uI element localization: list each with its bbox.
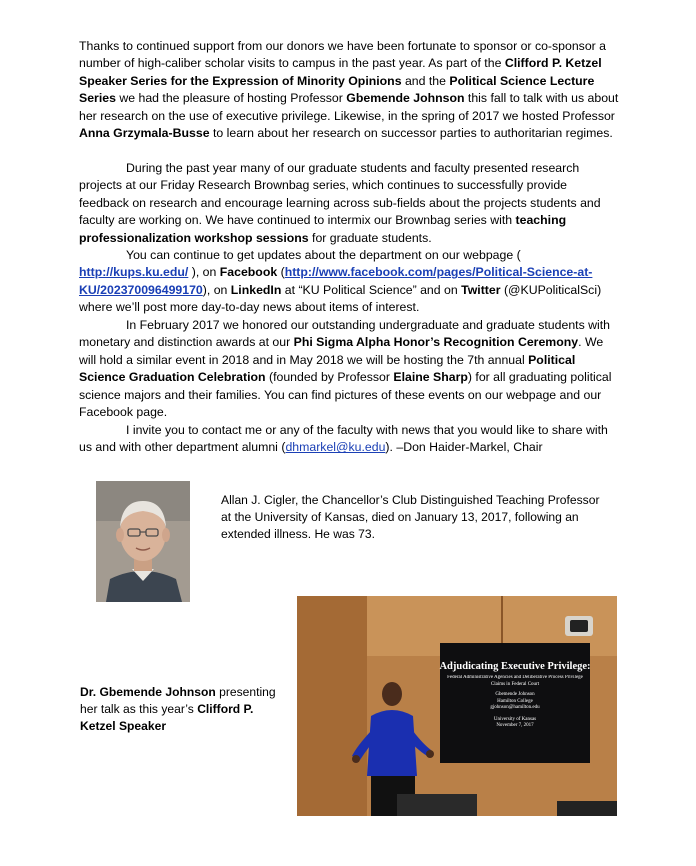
slide-college: Hamilton College [497,698,533,704]
contact-paragraph: I invite you to contact me or any of the faculty with news that you would like to share with us and with other department alumni (dhmarkel@ku.edu). –Don Haider-Markel, Chair [79,423,608,455]
slide-email: gjohnson@hamilton.edu [490,705,540,710]
email-link[interactable]: dhmarkel@ku.edu [285,440,386,455]
awards-paragraph: In February 2017 we honored our outstanding undergraduate and graduate students with monetary and distinction awards at our Phi Sigma Alpha Honor’s Recognition Ceremony. We will hold a similar event in 2018 and in May 2018 we will be hosting the 7th annual Political Science Graduation Celebration (founded by Professor Elaine Sharp) for all graduating political science majors and their families. You can find pictures of these events on our webpage and our Facebook page. [79,318,612,420]
social-media-paragraph: You can continue to get updates about the department on our webpage ( http://kups.ku.edu/ ), on Facebook (http://www.facebook.com/pages/Political-Science-at-KU/202370096499170), on LinkedIn at “KU Political Science” and on Twitter (@KUPoliticalSci) where we’ll post more day-to-day news about items of interest. [79,248,602,315]
slide-author: Gbemende Johnson [495,692,535,697]
slide-title: Adjudicating Executive Privilege: [439,661,591,672]
speaker-talk-photo [297,596,617,816]
portrait-illustration [96,481,190,602]
talk-caption: Dr. Gbemende Johnson presenting her talk as this year’s Clifford P. Ketzel Speaker [80,685,276,733]
talk-scene-illustration [297,596,617,816]
slide-subtitle: Federal Administrative Agencies and Deliberative Process Privilege Claims in Federal Court [447,675,583,687]
intro-paragraph: Thanks to continued support from our donors we have been fortunate to sponsor or co-sponsor a number of high-caliber scholar visits to campus in the past year. As part of the Clifford P. Ketzel Speaker Series for the Expression of Minority Opinions and the Political Science Lecture Series we had the pleasure of hosting Professor Gbemende Johnson this fall to talk with us about her research on the use of executive privilege. Likewise, in the spring of 2017 we hosted Professor Anna Grzymala-Busse to learn about her research on successor parties to authoritarian regimes. [79,39,619,141]
webpage-link[interactable]: http://kups.ku.edu/ [79,265,189,280]
cigler-caption: Allan J. Cigler, the Chancellor’s Club Distinguished Teaching Professor at the University of Kansas, died on January 13, 2017, following an extended illness. He was 73. [221,493,600,541]
brownbag-paragraph: During the past year many of our graduate students and faculty presented research projects at our Friday Research Brownbag series, which continues to successfully provide feedback on research and encourage learning across sub-fields about the projects students and faculty are working on. We have continued to intermix our Brownbag series with teaching professionalization workshop sessions for graduate students. [79,161,601,245]
slide-date: November 7, 2017 [496,723,534,728]
facebook-link[interactable]: http://www.facebook.com/pages/Political-Science-at-KU/202370096499170 [79,265,593,297]
cigler-portrait-photo [96,481,190,602]
slide-venue: University of Kansas [493,716,537,722]
